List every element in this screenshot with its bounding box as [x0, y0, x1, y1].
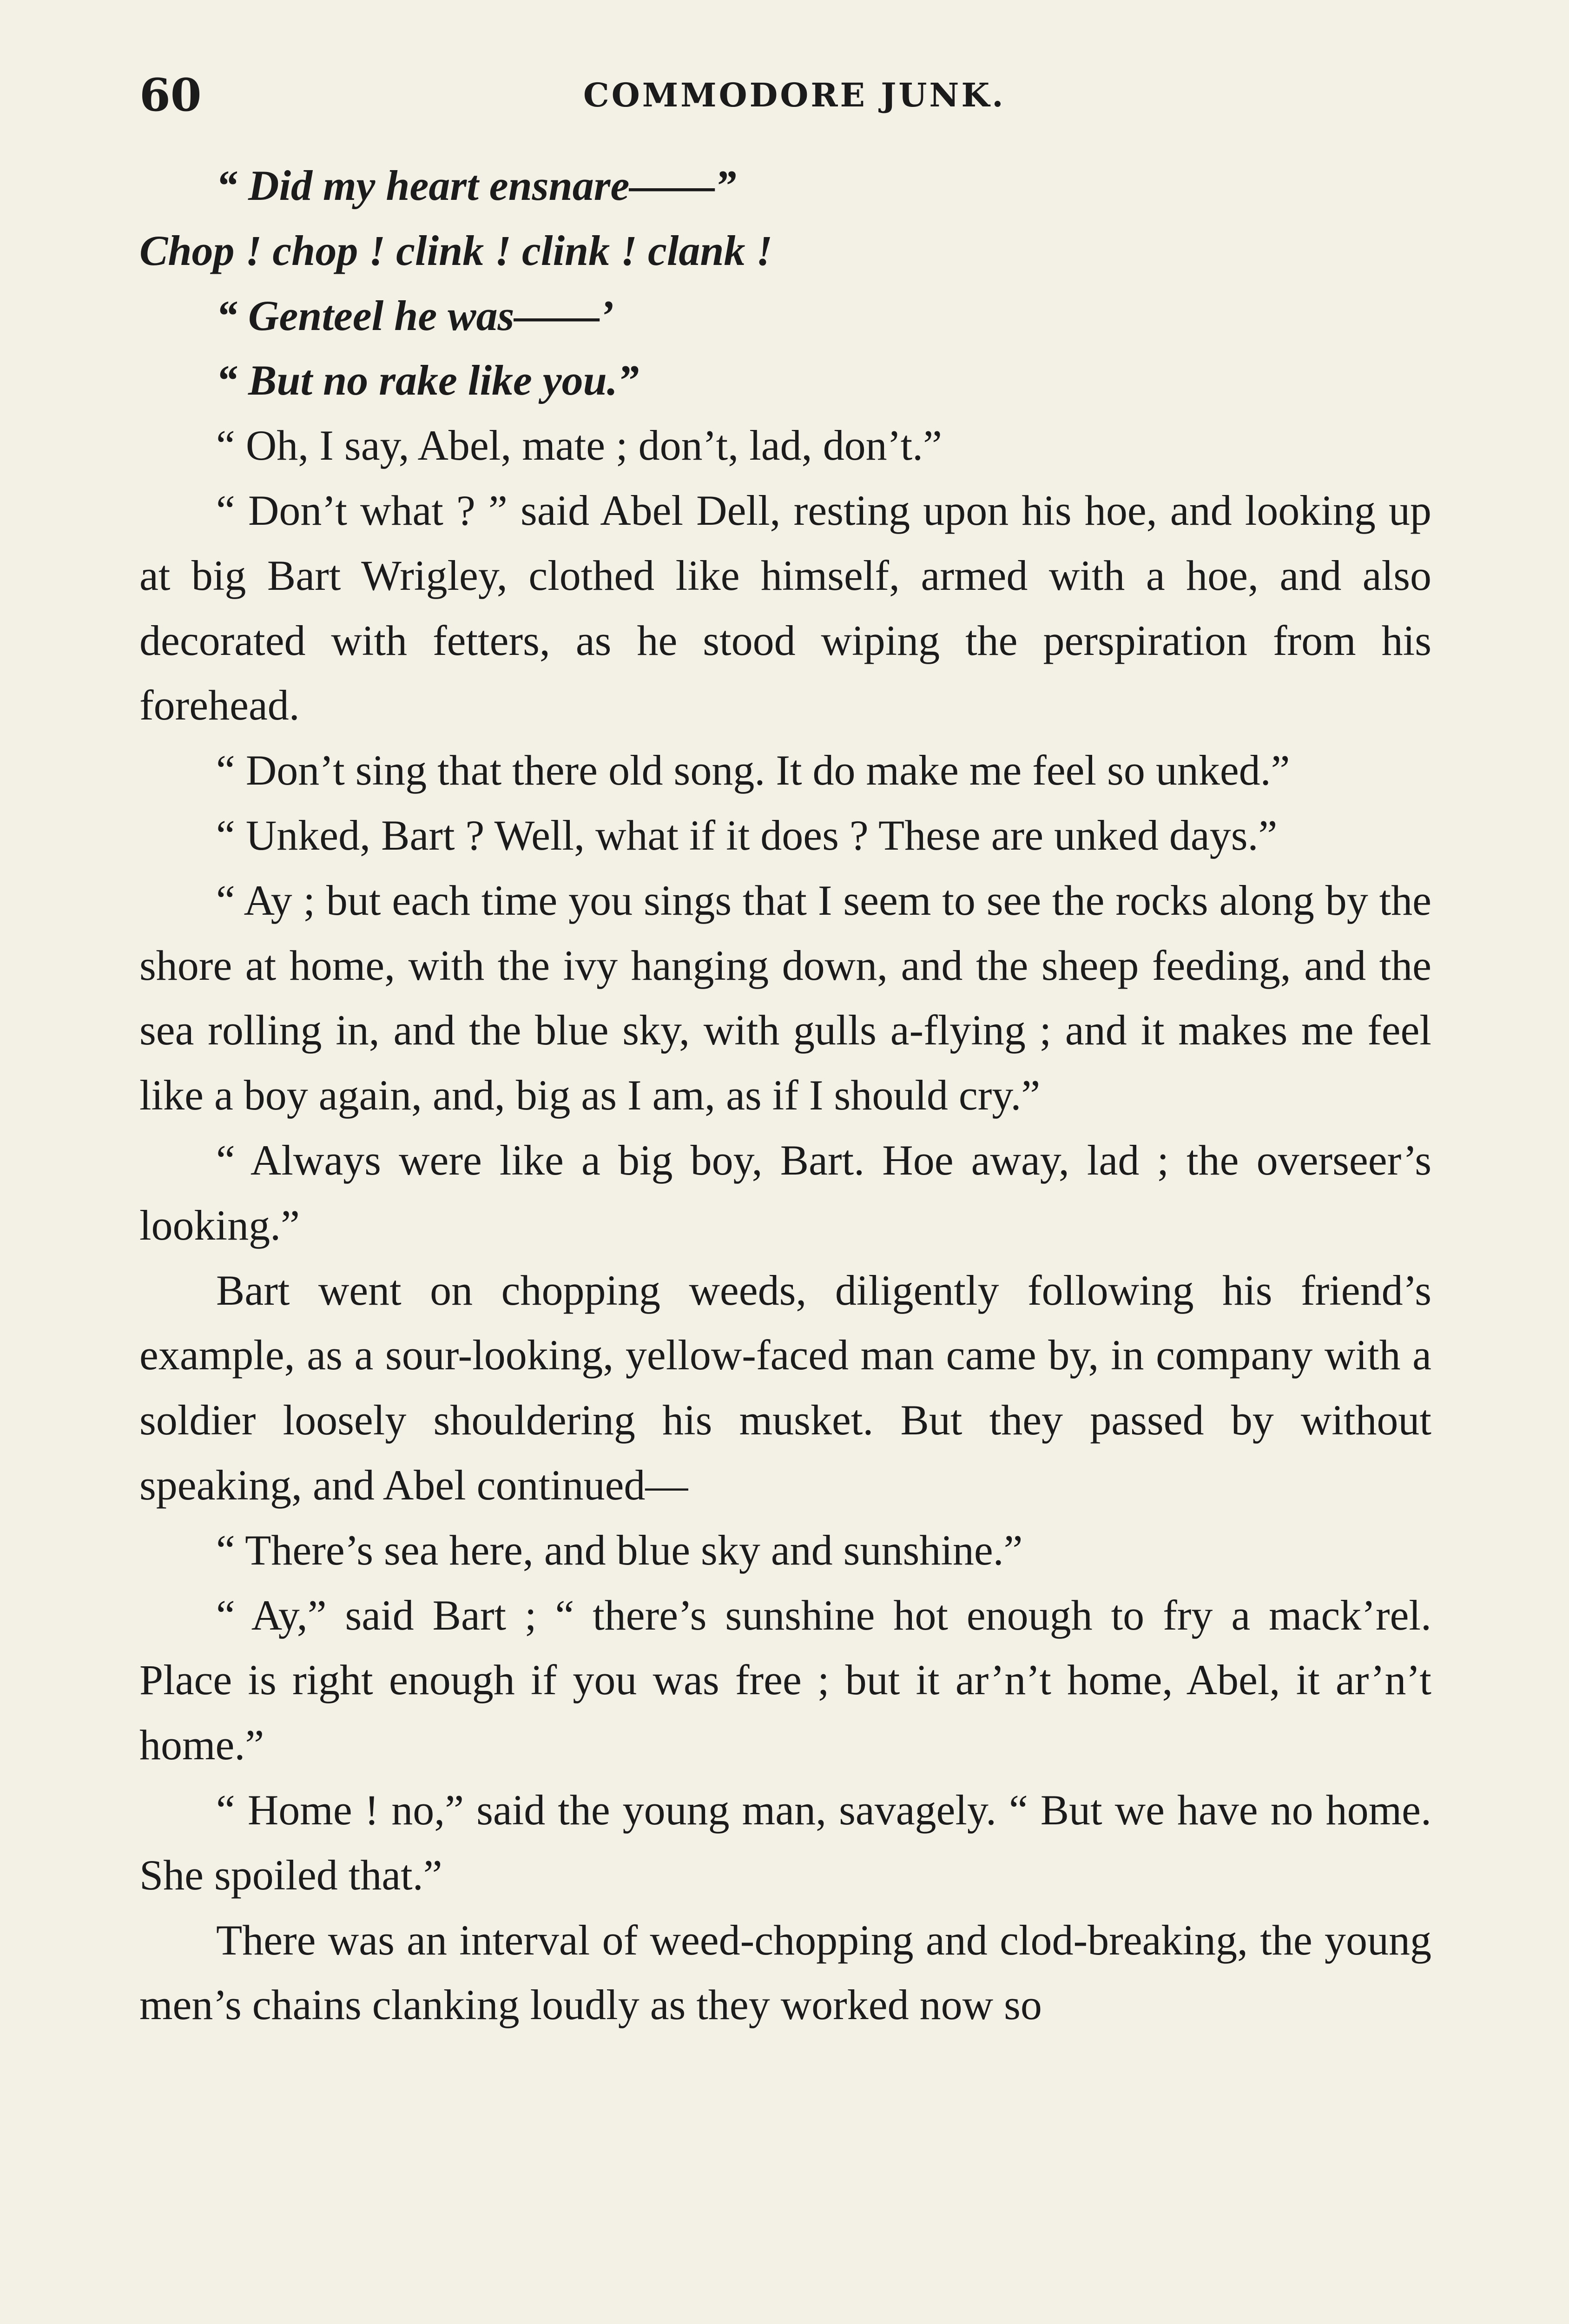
- paragraph: “ Don’t sing that there old song. It do make me feel so unked.”: [216, 746, 1290, 794]
- verse-line: “ But no rake like you.”: [216, 357, 639, 404]
- page-number: 60: [139, 69, 202, 121]
- running-title: COMMODORE JUNK.: [583, 76, 1006, 114]
- running-header: [139, 65, 1430, 125]
- paragraph: “ Home ! no,” said the young man, savagely. “ But we have no home. She spoiled that.”: [139, 1786, 1431, 1899]
- page-body: [139, 153, 1431, 2038]
- paragraph: “ Don’t what ? ” said Abel Dell, resting upon his hoe, and looking up at big Bart Wrigley, clothed like himself, armed with a hoe, and also decorated with fetters, as he stood wiping the perspiration from his forehead.: [139, 486, 1431, 729]
- verse-line: “ Genteel he was——’: [216, 291, 614, 339]
- paragraph: “ Ay,” said Bart ; “ there’s sunshine hot enough to fry a mack’rel. Place is right enough if you was free ; but it ar’n’t home, Abel, it ar’n’t home.”: [139, 1591, 1431, 1769]
- paragraph: There was an interval of weed-chopping and clod-breaking, the young men’s chains clanking loudly as they worked now so: [139, 1916, 1431, 2029]
- verse-line: “ Did my heart ensnare——”: [216, 162, 737, 209]
- paragraph: “ Unked, Bart ? Well, what if it does ? These are unked days.”: [216, 811, 1278, 859]
- paragraph: “ Oh, I say, Abel, mate ; don’t, lad, don’t.”: [216, 422, 942, 469]
- paragraph: Bart went on chopping weeds, diligently following his friend’s example, as a sour-looking, yellow-faced man came by, in company with a soldier loosely shouldering his musket. But they passed by without speaking, and Abel continued—: [139, 1266, 1431, 1509]
- verse-line: Chop ! chop ! clink ! clink ! clank !: [139, 226, 773, 274]
- paragraph: “ There’s sea here, and blue sky and sunshine.”: [216, 1526, 1023, 1574]
- paragraph: “ Always were like a big boy, Bart. Hoe away, lad ; the overseer’s looking.”: [139, 1136, 1431, 1249]
- paragraph: “ Ay ; but each time you sings that I seem to see the rocks along by the shore at home, with the ivy hanging down, and the sheep feeding, and the sea rolling in, and the blue sky, with gulls a-flying ; and it makes me feel like a boy again, and, big as I am, as if I should cry.”: [139, 876, 1431, 1119]
